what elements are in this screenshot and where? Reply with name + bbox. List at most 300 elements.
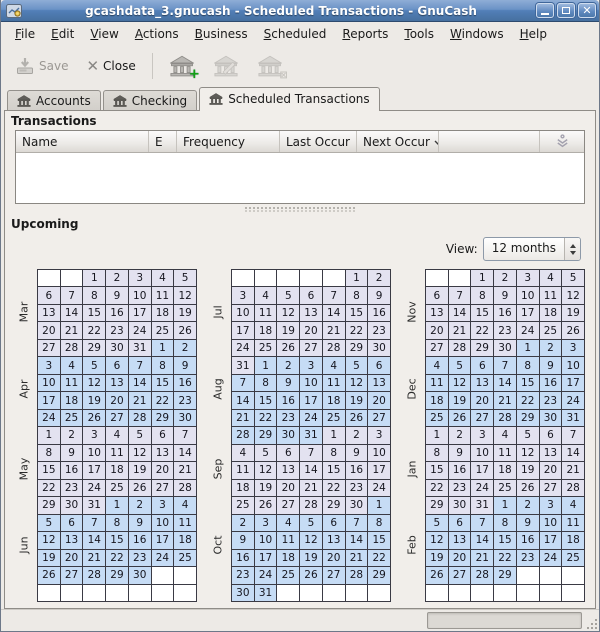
- calendar-day-cell[interactable]: 4: [255, 287, 278, 304]
- calendar-day-cell[interactable]: 16: [517, 532, 540, 549]
- calendar-day-cell[interactable]: 26: [129, 480, 152, 497]
- calendar-day-cell[interactable]: 3: [232, 287, 255, 304]
- calendar-day-cell[interactable]: 7: [232, 375, 255, 392]
- calendar-day-cell[interactable]: 15: [38, 462, 61, 479]
- calendar-day-cell[interactable]: 8: [106, 515, 129, 532]
- calendar-day-cell[interactable]: 19: [255, 480, 278, 497]
- calendar-day-cell[interactable]: 26: [449, 410, 472, 427]
- calendar-day-cell[interactable]: 7: [300, 445, 323, 462]
- calendar-day-cell[interactable]: 21: [562, 462, 585, 479]
- calendar-day-cell[interactable]: 1: [346, 270, 369, 287]
- menu-scheduled[interactable]: Scheduled: [263, 26, 327, 41]
- column-header-e[interactable]: [149, 131, 177, 152]
- calendar-day-cell[interactable]: 31: [232, 357, 255, 374]
- calendar-day-cell[interactable]: 10: [83, 445, 106, 462]
- calendar-day-cell[interactable]: 30: [277, 427, 300, 444]
- calendar-day-cell[interactable]: 21: [300, 480, 323, 497]
- calendar-day-cell[interactable]: 3: [38, 357, 61, 374]
- calendar-day-cell[interactable]: 28: [346, 567, 369, 584]
- calendar-day-cell[interactable]: 13: [471, 375, 494, 392]
- calendar-day-cell[interactable]: 7: [562, 427, 585, 444]
- calendar-day-cell[interactable]: 14: [232, 392, 255, 409]
- calendar-day-cell[interactable]: 7: [449, 287, 472, 304]
- calendar-day-cell[interactable]: 8: [152, 357, 175, 374]
- calendar-day-cell[interactable]: 18: [61, 392, 84, 409]
- calendar-day-cell[interactable]: 23: [232, 567, 255, 584]
- calendar-day-cell[interactable]: 12: [300, 532, 323, 549]
- calendar-day-cell[interactable]: 11: [426, 375, 449, 392]
- calendar-day-cell[interactable]: 17: [368, 462, 391, 479]
- calendar-day-cell[interactable]: 6: [152, 427, 175, 444]
- calendar-day-cell[interactable]: 25: [174, 550, 197, 567]
- calendar-day-cell[interactable]: 8: [323, 445, 346, 462]
- calendar-day-cell[interactable]: 12: [562, 287, 585, 304]
- calendar-day-cell[interactable]: 10: [562, 357, 585, 374]
- calendar-day-cell[interactable]: 23: [494, 322, 517, 339]
- new-scheduled-transaction-button[interactable]: [161, 49, 203, 83]
- calendar-day-cell[interactable]: 28: [232, 427, 255, 444]
- tab-scheduled-transactions[interactable]: [199, 87, 379, 111]
- calendar-day-cell[interactable]: 19: [38, 550, 61, 567]
- calendar-day-cell[interactable]: 4: [232, 445, 255, 462]
- calendar-day-cell[interactable]: 26: [38, 567, 61, 584]
- calendar-day-cell[interactable]: 20: [61, 550, 84, 567]
- calendar-day-cell[interactable]: 31: [129, 340, 152, 357]
- calendar-day-cell[interactable]: 2: [494, 270, 517, 287]
- calendar-day-cell[interactable]: 30: [540, 410, 563, 427]
- calendar-day-cell[interactable]: 16: [368, 305, 391, 322]
- calendar-day-cell[interactable]: 22: [152, 392, 175, 409]
- calendar-day-cell[interactable]: 27: [277, 497, 300, 514]
- calendar-day-cell[interactable]: 18: [426, 392, 449, 409]
- calendar-day-cell[interactable]: 15: [346, 305, 369, 322]
- calendar-day-cell[interactable]: 26: [517, 480, 540, 497]
- calendar-day-cell[interactable]: 28: [61, 340, 84, 357]
- calendar-day-cell[interactable]: 2: [61, 427, 84, 444]
- calendar-day-cell[interactable]: 4: [426, 357, 449, 374]
- calendar-day-cell[interactable]: 14: [129, 375, 152, 392]
- calendar-day-cell[interactable]: 22: [426, 480, 449, 497]
- calendar-day-cell[interactable]: 8: [368, 515, 391, 532]
- calendar-day-cell[interactable]: 2: [232, 515, 255, 532]
- calendar-day-cell[interactable]: 15: [255, 392, 278, 409]
- calendar-day-cell[interactable]: 16: [174, 375, 197, 392]
- calendar-day-cell[interactable]: 25: [494, 480, 517, 497]
- menu-windows[interactable]: Windows: [450, 26, 504, 41]
- calendar-day-cell[interactable]: 21: [174, 462, 197, 479]
- calendar-day-cell[interactable]: 21: [449, 322, 472, 339]
- calendar-day-cell[interactable]: 26: [255, 497, 278, 514]
- calendar-day-cell[interactable]: 23: [540, 392, 563, 409]
- calendar-day-cell[interactable]: 16: [106, 305, 129, 322]
- calendar-day-cell[interactable]: 24: [368, 480, 391, 497]
- calendar-day-cell[interactable]: 30: [368, 340, 391, 357]
- calendar-day-cell[interactable]: 15: [152, 375, 175, 392]
- calendar-day-cell[interactable]: 1: [83, 270, 106, 287]
- calendar-day-cell[interactable]: 8: [494, 515, 517, 532]
- calendar-day-cell[interactable]: 11: [152, 287, 175, 304]
- calendar-day-cell[interactable]: 29: [368, 567, 391, 584]
- calendar-day-cell[interactable]: 14: [300, 462, 323, 479]
- calendar-day-cell[interactable]: 5: [517, 427, 540, 444]
- calendar-day-cell[interactable]: 28: [494, 410, 517, 427]
- calendar-day-cell[interactable]: 25: [277, 567, 300, 584]
- calendar-day-cell[interactable]: 25: [152, 322, 175, 339]
- calendar-day-cell[interactable]: 10: [471, 445, 494, 462]
- calendar-day-cell[interactable]: 11: [494, 445, 517, 462]
- calendar-day-cell[interactable]: 4: [540, 270, 563, 287]
- calendar-day-cell[interactable]: 24: [38, 410, 61, 427]
- calendar-day-cell[interactable]: 21: [61, 322, 84, 339]
- calendar-day-cell[interactable]: 29: [494, 567, 517, 584]
- calendar-day-cell[interactable]: 9: [368, 287, 391, 304]
- menu-file[interactable]: File: [15, 26, 36, 41]
- calendar-day-cell[interactable]: 6: [540, 427, 563, 444]
- calendar-day-cell[interactable]: 9: [346, 445, 369, 462]
- calendar-day-cell[interactable]: 5: [129, 427, 152, 444]
- calendar-day-cell[interactable]: 14: [174, 445, 197, 462]
- calendar-day-cell[interactable]: 18: [562, 532, 585, 549]
- calendar-day-cell[interactable]: 20: [426, 322, 449, 339]
- calendar-day-cell[interactable]: 29: [38, 497, 61, 514]
- calendar-day-cell[interactable]: 19: [300, 550, 323, 567]
- calendar-day-cell[interactable]: 24: [300, 410, 323, 427]
- calendar-day-cell[interactable]: 16: [129, 532, 152, 549]
- calendar-day-cell[interactable]: 21: [494, 392, 517, 409]
- calendar-day-cell[interactable]: 8: [471, 287, 494, 304]
- calendar-day-cell[interactable]: 27: [471, 410, 494, 427]
- minimize-button[interactable]: [536, 3, 554, 18]
- calendar-day-cell[interactable]: 6: [426, 287, 449, 304]
- calendar-day-cell[interactable]: 11: [232, 462, 255, 479]
- calendar-day-cell[interactable]: 1: [368, 497, 391, 514]
- calendar-day-cell[interactable]: 12: [277, 305, 300, 322]
- calendar-day-cell[interactable]: 29: [346, 340, 369, 357]
- calendar-day-cell[interactable]: 7: [323, 287, 346, 304]
- calendar-day-cell[interactable]: 5: [255, 445, 278, 462]
- calendar-day-cell[interactable]: 15: [368, 532, 391, 549]
- calendar-day-cell[interactable]: 28: [83, 567, 106, 584]
- calendar-day-cell[interactable]: 31: [562, 410, 585, 427]
- calendar-day-cell[interactable]: 4: [494, 427, 517, 444]
- calendar-day-cell[interactable]: 2: [346, 427, 369, 444]
- calendar-day-cell[interactable]: 27: [106, 410, 129, 427]
- calendar-day-cell[interactable]: 31: [471, 497, 494, 514]
- calendar-day-cell[interactable]: 1: [106, 497, 129, 514]
- calendar-day-cell[interactable]: 28: [562, 480, 585, 497]
- calendar-day-cell[interactable]: 28: [449, 340, 472, 357]
- calendar-day-cell[interactable]: 29: [471, 340, 494, 357]
- pane-splitter[interactable]: [5, 204, 595, 214]
- calendar-day-cell[interactable]: 2: [449, 427, 472, 444]
- column-header-last-occur[interactable]: [280, 131, 357, 152]
- column-chooser-button[interactable]: [540, 131, 584, 152]
- calendar-day-cell[interactable]: 25: [106, 480, 129, 497]
- calendar-day-cell[interactable]: 2: [174, 340, 197, 357]
- calendar-day-cell[interactable]: 30: [174, 410, 197, 427]
- calendar-day-cell[interactable]: 24: [471, 480, 494, 497]
- calendar-day-cell[interactable]: 27: [368, 410, 391, 427]
- edit-scheduled-transaction-button[interactable]: [205, 49, 247, 83]
- calendar-day-cell[interactable]: 30: [61, 497, 84, 514]
- calendar-day-cell[interactable]: 26: [174, 322, 197, 339]
- titlebar[interactable]: [1, 0, 599, 22]
- calendar-day-cell[interactable]: 17: [38, 392, 61, 409]
- calendar-day-cell[interactable]: 30: [346, 497, 369, 514]
- calendar-day-cell[interactable]: 1: [494, 497, 517, 514]
- calendar-day-cell[interactable]: 14: [346, 532, 369, 549]
- calendar-day-cell[interactable]: 9: [106, 287, 129, 304]
- calendar-day-cell[interactable]: 17: [152, 532, 175, 549]
- resize-grip[interactable]: [587, 619, 597, 629]
- calendar-day-cell[interactable]: 25: [61, 410, 84, 427]
- calendar-day-cell[interactable]: 27: [38, 340, 61, 357]
- calendar-day-cell[interactable]: 29: [152, 410, 175, 427]
- calendar-day-cell[interactable]: 14: [83, 532, 106, 549]
- calendar-day-cell[interactable]: 5: [300, 515, 323, 532]
- calendar-day-cell[interactable]: 12: [174, 287, 197, 304]
- calendar-day-cell[interactable]: 12: [426, 532, 449, 549]
- calendar-day-cell[interactable]: 17: [562, 375, 585, 392]
- calendar-day-cell[interactable]: 28: [129, 410, 152, 427]
- calendar-day-cell[interactable]: 10: [517, 287, 540, 304]
- close-window-button[interactable]: [578, 3, 596, 18]
- calendar-day-cell[interactable]: 19: [562, 305, 585, 322]
- calendar-day-cell[interactable]: 4: [61, 357, 84, 374]
- calendar-day-cell[interactable]: 2: [540, 340, 563, 357]
- menu-reports[interactable]: Reports: [342, 26, 389, 41]
- calendar-day-cell[interactable]: 22: [517, 392, 540, 409]
- calendar-day-cell[interactable]: 19: [83, 392, 106, 409]
- calendar-day-cell[interactable]: 19: [129, 462, 152, 479]
- calendar-day-cell[interactable]: 10: [255, 532, 278, 549]
- calendar-day-cell[interactable]: 5: [346, 357, 369, 374]
- calendar-day-cell[interactable]: 11: [540, 287, 563, 304]
- calendar-day-cell[interactable]: 7: [494, 357, 517, 374]
- calendar-day-cell[interactable]: 4: [323, 357, 346, 374]
- calendar-day-cell[interactable]: 20: [471, 392, 494, 409]
- calendar-day-cell[interactable]: 25: [323, 410, 346, 427]
- calendar-day-cell[interactable]: 6: [38, 287, 61, 304]
- calendar-day-cell[interactable]: 23: [517, 550, 540, 567]
- calendar-day-cell[interactable]: 20: [300, 322, 323, 339]
- calendar-day-cell[interactable]: 2: [277, 357, 300, 374]
- maximize-button[interactable]: [557, 3, 575, 18]
- calendar-day-cell[interactable]: 3: [562, 340, 585, 357]
- calendar-day-cell[interactable]: 8: [83, 287, 106, 304]
- calendar-day-cell[interactable]: 24: [152, 550, 175, 567]
- calendar-day-cell[interactable]: 10: [300, 375, 323, 392]
- calendar-day-cell[interactable]: 17: [540, 532, 563, 549]
- calendar-day-cell[interactable]: 18: [277, 550, 300, 567]
- calendar-day-cell[interactable]: 4: [277, 515, 300, 532]
- calendar-day-cell[interactable]: 5: [83, 357, 106, 374]
- calendar-day-cell[interactable]: 3: [368, 427, 391, 444]
- calendar-day-cell[interactable]: 10: [38, 375, 61, 392]
- calendar-day-cell[interactable]: 28: [323, 340, 346, 357]
- calendar-day-cell[interactable]: 12: [255, 462, 278, 479]
- calendar-day-cell[interactable]: 20: [449, 550, 472, 567]
- calendar-day-cell[interactable]: 4: [106, 427, 129, 444]
- calendar-day-cell[interactable]: 19: [277, 322, 300, 339]
- calendar-day-cell[interactable]: 20: [540, 462, 563, 479]
- calendar-day-cell[interactable]: 14: [323, 305, 346, 322]
- menu-edit[interactable]: Edit: [51, 26, 75, 41]
- calendar-day-cell[interactable]: 17: [232, 322, 255, 339]
- calendar-day-cell[interactable]: 22: [494, 550, 517, 567]
- calendar-day-cell[interactable]: 18: [106, 462, 129, 479]
- calendar-day-cell[interactable]: 29: [517, 410, 540, 427]
- calendar-day-cell[interactable]: 31: [83, 497, 106, 514]
- calendar-day-cell[interactable]: 16: [449, 462, 472, 479]
- calendar-day-cell[interactable]: 5: [38, 515, 61, 532]
- calendar-day-cell[interactable]: 1: [152, 340, 175, 357]
- calendar-day-cell[interactable]: 4: [562, 497, 585, 514]
- calendar-day-cell[interactable]: 25: [540, 322, 563, 339]
- calendar-day-cell[interactable]: 20: [106, 392, 129, 409]
- calendar-day-cell[interactable]: 26: [562, 322, 585, 339]
- column-header-frequency[interactable]: [177, 131, 280, 152]
- calendar-day-cell[interactable]: 26: [300, 567, 323, 584]
- calendar-day-cell[interactable]: 1: [255, 357, 278, 374]
- calendar-day-cell[interactable]: 21: [129, 392, 152, 409]
- calendar-day-cell[interactable]: 17: [83, 462, 106, 479]
- calendar-day-cell[interactable]: 1: [426, 427, 449, 444]
- calendar-day-cell[interactable]: 29: [426, 497, 449, 514]
- calendar-day-cell[interactable]: 25: [232, 497, 255, 514]
- calendar-day-cell[interactable]: 17: [255, 550, 278, 567]
- calendar-day-cell[interactable]: 15: [426, 462, 449, 479]
- calendar-day-cell[interactable]: 27: [152, 480, 175, 497]
- calendar-day-cell[interactable]: 26: [277, 340, 300, 357]
- calendar-day-cell[interactable]: 7: [129, 357, 152, 374]
- calendar-day-cell[interactable]: 24: [255, 567, 278, 584]
- calendar-day-cell[interactable]: 3: [129, 270, 152, 287]
- calendar-day-cell[interactable]: 14: [494, 375, 517, 392]
- calendar-day-cell[interactable]: 22: [471, 322, 494, 339]
- calendar-day-cell[interactable]: 17: [471, 462, 494, 479]
- calendar-day-cell[interactable]: 11: [323, 375, 346, 392]
- calendar-day-cell[interactable]: 8: [426, 445, 449, 462]
- calendar-day-cell[interactable]: 29: [255, 427, 278, 444]
- calendar-day-cell[interactable]: 29: [106, 567, 129, 584]
- calendar-day-cell[interactable]: 31: [300, 427, 323, 444]
- calendar-day-cell[interactable]: 17: [129, 305, 152, 322]
- calendar-day-cell[interactable]: 15: [323, 462, 346, 479]
- calendar-day-cell[interactable]: 22: [83, 322, 106, 339]
- calendar-day-cell[interactable]: 13: [426, 305, 449, 322]
- calendar-day-cell[interactable]: 10: [152, 515, 175, 532]
- calendar-day-cell[interactable]: 6: [323, 515, 346, 532]
- column-header-name[interactable]: [16, 131, 149, 152]
- calendar-day-cell[interactable]: 6: [471, 357, 494, 374]
- calendar-day-cell[interactable]: 27: [449, 567, 472, 584]
- calendar-day-cell[interactable]: 1: [38, 427, 61, 444]
- calendar-day-cell[interactable]: 7: [346, 515, 369, 532]
- calendar-day-cell[interactable]: 26: [346, 410, 369, 427]
- calendar-day-cell[interactable]: 7: [83, 515, 106, 532]
- calendar-day-cell[interactable]: 18: [255, 322, 278, 339]
- calendar-day-cell[interactable]: 21: [323, 322, 346, 339]
- calendar-day-cell[interactable]: 11: [255, 305, 278, 322]
- calendar-day-cell[interactable]: 21: [232, 410, 255, 427]
- calendar-day-cell[interactable]: 19: [517, 462, 540, 479]
- calendar-day-cell[interactable]: 16: [232, 550, 255, 567]
- calendar-day-cell[interactable]: 7: [61, 287, 84, 304]
- calendar-day-cell[interactable]: 22: [255, 410, 278, 427]
- calendar-day-cell[interactable]: 24: [540, 550, 563, 567]
- calendar-day-cell[interactable]: 27: [540, 480, 563, 497]
- calendar-day-cell[interactable]: 11: [174, 515, 197, 532]
- calendar-day-cell[interactable]: 13: [540, 445, 563, 462]
- column-header-next-occur[interactable]: [357, 131, 439, 152]
- calendar-day-cell[interactable]: 27: [323, 567, 346, 584]
- calendar-day-cell[interactable]: 23: [174, 392, 197, 409]
- calendar-day-cell[interactable]: 30: [449, 497, 472, 514]
- calendar-day-cell[interactable]: 25: [426, 410, 449, 427]
- menu-business[interactable]: Business: [194, 26, 248, 41]
- calendar-day-cell[interactable]: 23: [129, 550, 152, 567]
- calendar-day-cell[interactable]: 18: [232, 480, 255, 497]
- menu-view[interactable]: View: [90, 26, 119, 41]
- calendar-day-cell[interactable]: 14: [562, 445, 585, 462]
- calendar-day-cell[interactable]: 5: [562, 270, 585, 287]
- calendar-day-cell[interactable]: 9: [517, 515, 540, 532]
- calendar-day-cell[interactable]: 21: [346, 550, 369, 567]
- calendar-day-cell[interactable]: 9: [61, 445, 84, 462]
- calendar-day-cell[interactable]: 23: [61, 480, 84, 497]
- calendar-day-cell[interactable]: 3: [540, 497, 563, 514]
- calendar-day-cell[interactable]: 1: [517, 340, 540, 357]
- tab-checking[interactable]: [103, 90, 197, 111]
- calendar-day-cell[interactable]: 13: [300, 305, 323, 322]
- calendar-day-cell[interactable]: 23: [277, 410, 300, 427]
- calendar-day-cell[interactable]: 2: [106, 270, 129, 287]
- calendar-day-cell[interactable]: 15: [106, 532, 129, 549]
- calendar-day-cell[interactable]: 23: [106, 322, 129, 339]
- calendar-day-cell[interactable]: 22: [38, 480, 61, 497]
- calendar-day-cell[interactable]: 18: [540, 305, 563, 322]
- calendar-day-cell[interactable]: 7: [174, 427, 197, 444]
- calendar-day-cell[interactable]: 9: [540, 357, 563, 374]
- calendar-day-cell[interactable]: 5: [277, 287, 300, 304]
- view-range-select[interactable]: [483, 237, 581, 261]
- calendar-day-cell[interactable]: 13: [61, 532, 84, 549]
- calendar-day-cell[interactable]: 27: [300, 340, 323, 357]
- calendar-day-cell[interactable]: 5: [426, 515, 449, 532]
- calendar-day-cell[interactable]: 9: [277, 375, 300, 392]
- calendar-day-cell[interactable]: 19: [449, 392, 472, 409]
- calendar-day-cell[interactable]: 19: [426, 550, 449, 567]
- calendar-day-cell[interactable]: 18: [152, 305, 175, 322]
- transactions-table-body[interactable]: [16, 153, 584, 203]
- calendar-day-cell[interactable]: 8: [346, 287, 369, 304]
- calendar-day-cell[interactable]: 11: [277, 532, 300, 549]
- calendar-day-cell[interactable]: 21: [471, 550, 494, 567]
- calendar-day-cell[interactable]: 9: [129, 515, 152, 532]
- tab-accounts[interactable]: [7, 90, 101, 111]
- calendar-day-cell[interactable]: 24: [517, 322, 540, 339]
- calendar-day-cell[interactable]: 27: [61, 567, 84, 584]
- calendar-day-cell[interactable]: 15: [494, 532, 517, 549]
- calendar-day-cell[interactable]: 16: [494, 305, 517, 322]
- calendar-day-cell[interactable]: 18: [174, 532, 197, 549]
- calendar-day-cell[interactable]: 11: [61, 375, 84, 392]
- calendar-day-cell[interactable]: 16: [540, 375, 563, 392]
- calendar-day-cell[interactable]: 28: [174, 480, 197, 497]
- calendar-day-cell[interactable]: 19: [346, 392, 369, 409]
- calendar-day-cell[interactable]: 27: [426, 340, 449, 357]
